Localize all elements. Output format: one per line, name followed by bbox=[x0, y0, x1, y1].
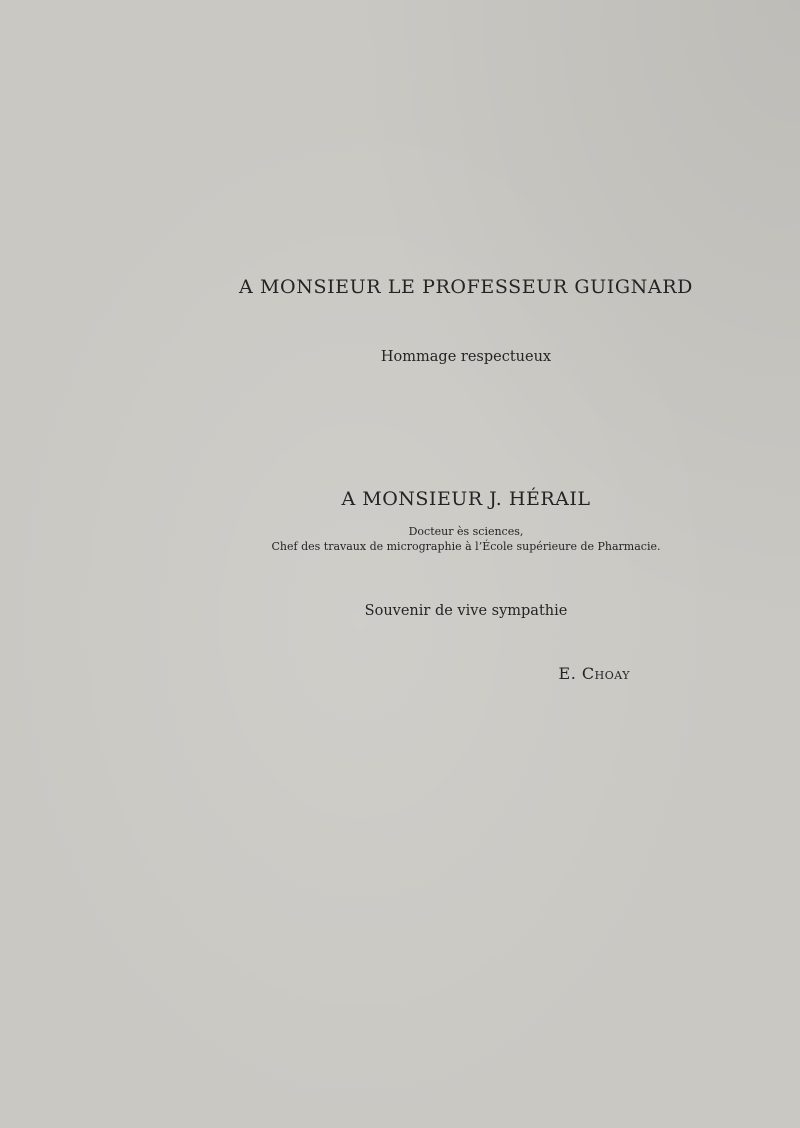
signature-surname: Choay bbox=[581, 664, 630, 683]
dedication-guignard-subtitle: Hommage respectueux bbox=[380, 349, 552, 365]
dedication-herail-credential-2: Chef des travaux de micrographie à l’École supérieure de Pharmacie. bbox=[271, 540, 661, 553]
dedication-herail-title: A MONSIEUR J. HÉRAIL bbox=[341, 488, 591, 510]
dedication-herail-credential-1: Docteur ès sciences, bbox=[408, 525, 524, 538]
signature-initial: E. bbox=[558, 664, 577, 683]
dedication-guignard-title: A MONSIEUR LE PROFESSEUR GUIGNARD bbox=[239, 276, 693, 298]
dedication-herail-subtitle: Souvenir de vive sympathie bbox=[364, 603, 568, 619]
author-signature bbox=[0, 664, 630, 683]
